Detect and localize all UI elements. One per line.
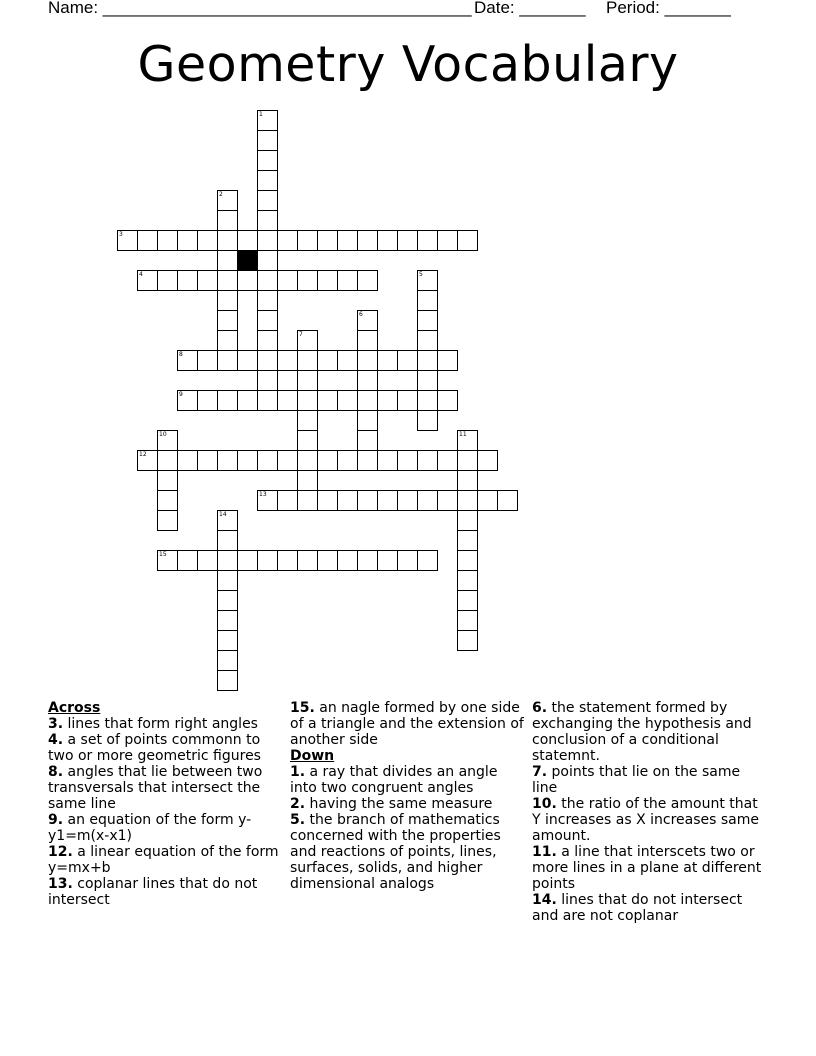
crossword-cell[interactable]: [217, 670, 238, 691]
crossword-cell[interactable]: [217, 310, 238, 331]
clue-number: 3: [119, 231, 123, 238]
crossword-cell[interactable]: [397, 490, 418, 511]
crossword-cell[interactable]: [297, 230, 318, 251]
crossword-cell[interactable]: [457, 510, 478, 531]
crossword-cell[interactable]: [397, 390, 418, 411]
clue-item: [290, 812, 525, 892]
crossword-cell[interactable]: [277, 550, 298, 571]
crossword-cell[interactable]: [337, 390, 358, 411]
crossword-cell[interactable]: [357, 270, 378, 291]
crossword-cell[interactable]: [497, 490, 518, 511]
crossword-cell[interactable]: [237, 230, 258, 251]
crossword-cell[interactable]: [357, 370, 378, 391]
name-field[interactable]: Name: _______________________________________: [48, 0, 472, 17]
clue-number-label: 15.: [290, 700, 315, 716]
clue-number-label: 14.: [532, 892, 557, 908]
date-field[interactable]: Date: _______: [474, 0, 586, 17]
clue-text: the statement formed by exchanging the hypothesis and conclusion of a conditional statemnt.: [532, 700, 752, 764]
crossword-cell[interactable]: [457, 610, 478, 631]
crossword-cell[interactable]: [257, 250, 278, 271]
clue-text: coplanar lines that do not intersect: [48, 876, 258, 908]
clue-text: a line that interscets two or more lines in a plane at different points: [532, 844, 762, 892]
clue-item: [290, 764, 525, 796]
crossword-cell[interactable]: [257, 330, 278, 351]
crossword-cell[interactable]: [257, 230, 278, 251]
crossword-cell[interactable]: [157, 490, 178, 511]
crossword-cell[interactable]: [377, 490, 398, 511]
clues-column-2: [290, 700, 525, 892]
clue-number: 2: [219, 191, 223, 198]
crossword-cell[interactable]: [257, 350, 278, 371]
clue-item: [48, 876, 280, 908]
crossword-cell[interactable]: [437, 350, 458, 371]
crossword-cell[interactable]: [217, 550, 238, 571]
crossword-cell[interactable]: [377, 230, 398, 251]
clues-column-1: [48, 700, 280, 908]
crossword-cell[interactable]: [237, 270, 258, 291]
clue-number-label: 13.: [48, 876, 73, 892]
crossword-cell[interactable]: [397, 350, 418, 371]
crossword-cell[interactable]: [357, 350, 378, 371]
crossword-cell[interactable]: [197, 550, 218, 571]
crossword-cell[interactable]: [437, 490, 458, 511]
crossword-cell[interactable]: [237, 550, 258, 571]
crossword-cell[interactable]: [337, 350, 358, 371]
crossword-cell[interactable]: [257, 170, 278, 191]
clue-text: lines that do not intersect and are not coplanar: [532, 892, 743, 924]
clue-text: lines that form right angles: [63, 716, 258, 732]
clue-number-label: 4.: [48, 732, 64, 748]
crossword-cell[interactable]: [317, 230, 338, 251]
crossword-cell[interactable]: [457, 450, 478, 471]
clue-item: [532, 844, 767, 892]
clue-text: angles that lie between two transversals that intersect the same line: [48, 764, 263, 812]
crossword-cell[interactable]: [357, 410, 378, 431]
crossword-cell[interactable]: [417, 370, 438, 391]
clues-column-3: [532, 700, 767, 924]
crossword-cell[interactable]: [197, 350, 218, 371]
crossword-cell[interactable]: [257, 210, 278, 231]
crossword-cell[interactable]: [317, 550, 338, 571]
crossword-cell[interactable]: [157, 230, 178, 251]
crossword-cell[interactable]: [317, 270, 338, 291]
crossword-cell[interactable]: [257, 110, 278, 131]
clue-text: points that lie on the same line: [532, 764, 741, 796]
clue-number-label: 3.: [48, 716, 64, 732]
crossword-cell[interactable]: [217, 650, 238, 671]
clue-text: a linear equation of the form y=mx+b: [48, 844, 279, 876]
crossword-cell[interactable]: [437, 230, 458, 251]
crossword-cell[interactable]: [217, 350, 238, 371]
clue-number: 11: [459, 431, 467, 438]
clue-item: [48, 812, 280, 844]
crossword-cell[interactable]: [157, 510, 178, 531]
crossword-cell[interactable]: [237, 390, 258, 411]
clue-number: 8: [179, 351, 183, 358]
crossword-cell[interactable]: [217, 210, 238, 231]
crossword-cell[interactable]: [317, 490, 338, 511]
crossword-cell[interactable]: [297, 490, 318, 511]
crossword-cell[interactable]: [217, 330, 238, 351]
clue-number: 5: [419, 271, 423, 278]
crossword-cell[interactable]: [197, 230, 218, 251]
crossword-cell[interactable]: [377, 350, 398, 371]
crossword-cell[interactable]: [337, 490, 358, 511]
clue-number: 6: [359, 311, 363, 318]
crossword-cell[interactable]: [157, 550, 178, 571]
crossword-cell[interactable]: [277, 490, 298, 511]
clue-number-label: 11.: [532, 844, 557, 860]
crossword-cell[interactable]: [457, 230, 478, 251]
clue-text: a ray that divides an angle into two congruent angles: [290, 764, 498, 796]
crossword-cell[interactable]: [257, 390, 278, 411]
crossword-cell[interactable]: [457, 550, 478, 571]
crossword-cell[interactable]: [277, 450, 298, 471]
clue-text: the branch of mathematics concerned with the properties and reactions of points, lines, surfaces, solids, and higher dimensional analogs: [290, 812, 501, 892]
clue-number-label: 1.: [290, 764, 306, 780]
clue-text: a set of points commonn to two or more geometric figures: [48, 732, 261, 764]
crossword-cell[interactable]: [177, 450, 198, 471]
crossword-cell[interactable]: [217, 610, 238, 631]
crossword-cell[interactable]: [297, 350, 318, 371]
crossword-cell[interactable]: [177, 550, 198, 571]
crossword-cell[interactable]: [417, 330, 438, 351]
crossword-cell[interactable]: [217, 530, 238, 551]
crossword-cell[interactable]: [317, 390, 338, 411]
crossword-cell[interactable]: [417, 310, 438, 331]
crossword-cell[interactable]: [417, 550, 438, 571]
crossword-cell[interactable]: [317, 350, 338, 371]
crossword-cell[interactable]: [197, 270, 218, 291]
clue-number-label: 10.: [532, 796, 557, 812]
crossword-cell[interactable]: [297, 330, 318, 351]
clue-number-label: 5.: [290, 812, 306, 828]
crossword-cell[interactable]: [117, 230, 138, 251]
crossword-cell[interactable]: [257, 450, 278, 471]
crossword-cell[interactable]: [217, 570, 238, 591]
crossword-cell[interactable]: [417, 270, 438, 291]
crossword-cell[interactable]: [137, 450, 158, 471]
crossword-cell[interactable]: [257, 370, 278, 391]
crossword-cell[interactable]: [357, 390, 378, 411]
crossword-cell[interactable]: [337, 270, 358, 291]
crossword-cell[interactable]: [157, 270, 178, 291]
clue-number: 13: [259, 491, 267, 498]
crossword-cell[interactable]: [457, 570, 478, 591]
clue-number-label: 6.: [532, 700, 548, 716]
crossword-cell[interactable]: [477, 490, 498, 511]
crossword-cell[interactable]: [457, 490, 478, 511]
crossword-cell[interactable]: [157, 450, 178, 471]
clue-item: [532, 796, 767, 844]
crossword-cell[interactable]: [297, 370, 318, 391]
crossword-cell[interactable]: [357, 330, 378, 351]
crossword-cell[interactable]: [297, 470, 318, 491]
crossword-cell[interactable]: [217, 230, 238, 251]
crossword-cell[interactable]: [257, 490, 278, 511]
crossword-cell[interactable]: [257, 270, 278, 291]
crossword-cell[interactable]: [437, 390, 458, 411]
crossword-cell[interactable]: [197, 390, 218, 411]
clue-text: the ratio of the amount that Y increases as X increases same amount.: [532, 796, 759, 844]
page-title: Geometry Vocabulary: [137, 36, 679, 93]
crossword-cell[interactable]: [277, 390, 298, 411]
crossword-cell[interactable]: [177, 350, 198, 371]
crossword-cell[interactable]: [297, 390, 318, 411]
clue-number: 1: [259, 111, 263, 118]
crossword-cell[interactable]: [337, 450, 358, 471]
crossword-cell[interactable]: [377, 390, 398, 411]
crossword-cell[interactable]: [457, 470, 478, 491]
clue-item: [532, 892, 767, 924]
crossword-cell[interactable]: [357, 550, 378, 571]
crossword-cell[interactable]: [417, 450, 438, 471]
clue-number: 15: [159, 551, 167, 558]
crossword-cell[interactable]: [357, 490, 378, 511]
down-heading: Down: [290, 748, 335, 764]
clue-number-label: 9.: [48, 812, 64, 828]
clue-number-label: 7.: [532, 764, 548, 780]
crossword-cell[interactable]: [417, 490, 438, 511]
crossword-cell[interactable]: [277, 270, 298, 291]
clue-number: 4: [139, 271, 143, 278]
crossword-cell[interactable]: [177, 270, 198, 291]
crossword-cell[interactable]: [417, 350, 438, 371]
crossword-cell[interactable]: [297, 270, 318, 291]
clue-text: an equation of the form y-y1=m(x-x1): [48, 812, 252, 844]
clue-item: [48, 764, 280, 812]
crossword-cell[interactable]: [257, 550, 278, 571]
crossword-cell[interactable]: [357, 230, 378, 251]
crossword-cell[interactable]: [277, 350, 298, 371]
across-heading: Across: [48, 700, 101, 716]
crossword-cell[interactable]: [177, 390, 198, 411]
crossword-cell[interactable]: [217, 250, 238, 271]
clue-number: 14: [219, 511, 227, 518]
clue-item: [532, 700, 767, 764]
crossword-cell[interactable]: [397, 450, 418, 471]
crossword-cell[interactable]: [457, 430, 478, 451]
clue-item: [48, 844, 280, 876]
clue-number: 7: [299, 331, 303, 338]
crossword-black-square: [237, 250, 258, 271]
clue-item: [48, 732, 280, 764]
crossword-cell[interactable]: [337, 550, 358, 571]
crossword-cell[interactable]: [217, 510, 238, 531]
clue-text: an nagle formed by one side of a triangle and the extension of another side: [290, 700, 524, 748]
crossword-cell[interactable]: [157, 470, 178, 491]
crossword-cell[interactable]: [237, 350, 258, 371]
crossword-cell[interactable]: [457, 590, 478, 611]
crossword-cell[interactable]: [297, 410, 318, 431]
crossword-cell[interactable]: [237, 450, 258, 471]
crossword-cell[interactable]: [477, 450, 498, 471]
crossword-cell[interactable]: [177, 230, 198, 251]
crossword-cell[interactable]: [337, 230, 358, 251]
crossword-cell[interactable]: [257, 290, 278, 311]
clue-item: [532, 764, 767, 796]
clue-number-label: 12.: [48, 844, 73, 860]
crossword-cell[interactable]: [257, 130, 278, 151]
crossword-cell[interactable]: [257, 310, 278, 331]
crossword-cell[interactable]: [277, 230, 298, 251]
clue-number: 10: [159, 431, 167, 438]
crossword-cell[interactable]: [217, 390, 238, 411]
crossword-cell[interactable]: [437, 450, 458, 471]
crossword-cell[interactable]: [217, 590, 238, 611]
crossword-cell[interactable]: [217, 270, 238, 291]
crossword-cell[interactable]: [157, 430, 178, 451]
crossword-cell[interactable]: [457, 530, 478, 551]
crossword-cell[interactable]: [217, 290, 238, 311]
clue-text: having the same measure: [305, 796, 493, 812]
clue-item: [290, 796, 525, 812]
clue-item: [48, 716, 280, 732]
crossword-cell[interactable]: [257, 190, 278, 211]
crossword-cell[interactable]: [297, 430, 318, 451]
clue-number: 12: [139, 451, 147, 458]
crossword-cell[interactable]: [357, 310, 378, 331]
crossword-cell[interactable]: [297, 550, 318, 571]
clue-number-label: 2.: [290, 796, 306, 812]
crossword-cell[interactable]: [397, 230, 418, 251]
crossword-cell[interactable]: [457, 630, 478, 651]
crossword-cell[interactable]: [197, 450, 218, 471]
crossword-cell[interactable]: [397, 550, 418, 571]
clue-item: [290, 700, 525, 748]
crossword-cell[interactable]: [357, 430, 378, 451]
crossword-cell[interactable]: [417, 230, 438, 251]
crossword-cell[interactable]: [317, 450, 338, 471]
crossword-cell[interactable]: [377, 450, 398, 471]
crossword-cell[interactable]: [417, 290, 438, 311]
crossword-cell[interactable]: [217, 450, 238, 471]
crossword-cell[interactable]: [137, 270, 158, 291]
crossword-cell[interactable]: [377, 550, 398, 571]
crossword-cell[interactable]: [217, 630, 238, 651]
crossword-cell[interactable]: [417, 410, 438, 431]
crossword-cell[interactable]: [357, 450, 378, 471]
crossword-cell[interactable]: [417, 390, 438, 411]
clue-number-label: 8.: [48, 764, 64, 780]
crossword-cell[interactable]: [137, 230, 158, 251]
crossword-cell[interactable]: [217, 190, 238, 211]
period-field[interactable]: Period: _______: [606, 0, 731, 17]
crossword-cell[interactable]: [297, 450, 318, 471]
clue-number: 9: [179, 391, 183, 398]
crossword-cell[interactable]: [257, 150, 278, 171]
